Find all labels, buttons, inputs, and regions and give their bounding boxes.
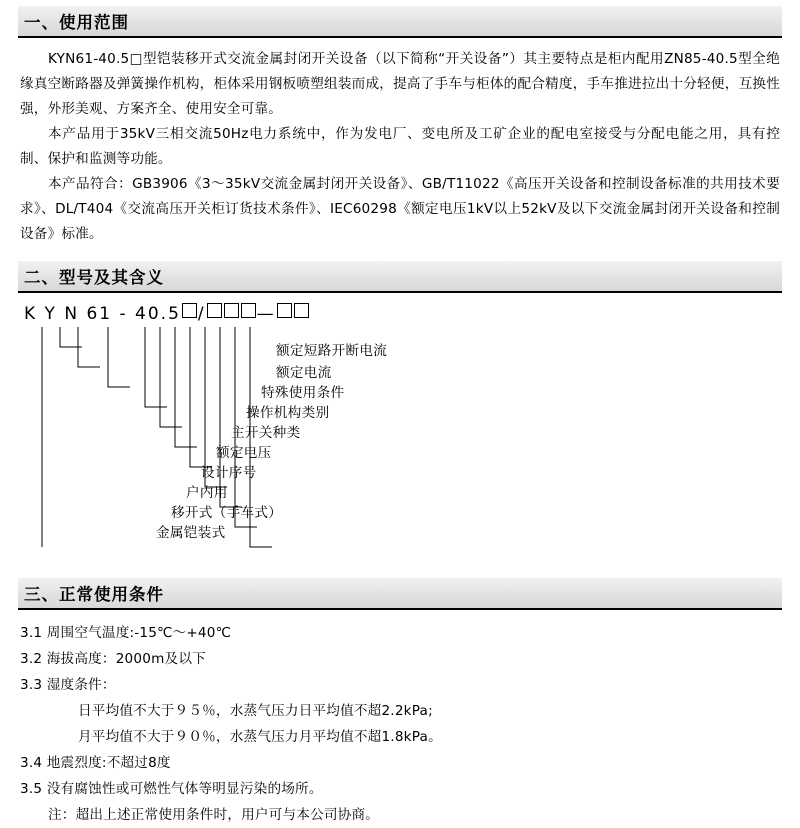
section-heading-conditions-title: 三、正常使用条件	[24, 585, 164, 604]
condition-item-altitude: 3.2 海拔高度：2000m及以下	[20, 651, 206, 667]
condition-item-temperature: 3.1 周围空气温度:-15℃～+40℃	[20, 625, 232, 641]
model-label-operating-mechanism: 操作机构类别	[246, 405, 330, 421]
section-conditions-body	[18, 610, 782, 828]
model-code-diagram	[18, 293, 782, 568]
model-label-special-conditions: 特殊使用条件	[261, 385, 345, 401]
condition-item-humidity: 3.3 湿度条件：	[20, 677, 116, 693]
section-heading-model-title: 二、型号及其含义	[24, 268, 164, 287]
model-code-prefix: K Y N 61 - 40.5	[24, 304, 181, 324]
scope-paragraph-3: 本产品符合：GB3906《3～35kV交流金属封闭开关设备》、GB/T11022《高压开关设备和控制设备标准的共用技术要求》、DL/T404《交流高压开关柜订货技术条件》、IEC60298《额定电压1kV以上52kV及以下交流金属封闭开关设备和控制设备》标准。	[20, 176, 780, 242]
scope-paragraph-1: KYN61-40.5□型铠装移开式交流金属封闭开关设备（以下简称“开关设备”）其主要特点是柜内配用ZN85-40.5型全绝缘真空断路器及弹簧操作机构，柜体采用钢板喷塑组装而成，提高了手车与柜体的配合精度，手车推进拉出十分轻便，互换性强，外形美观、方案齐全、使用安全可靠。	[20, 51, 780, 117]
model-label-main-switch-type: 主开关种类	[231, 425, 301, 441]
condition-item-pollution: 3.5 没有腐蚀性或可燃性气体等明显污染的场所。	[20, 781, 323, 797]
section-heading-conditions	[18, 578, 782, 610]
condition-item-humidity-monthly: 月平均值不大于９０％，水蒸气压力月平均值不超1.8kPa。	[78, 729, 442, 745]
model-code-dash: —	[256, 304, 276, 324]
model-label-group	[18, 293, 798, 558]
condition-item-note: 注：超出上述正常使用条件时，用户可与本公司协商。	[48, 807, 380, 823]
section-scope-body	[18, 38, 782, 247]
model-label-metal-clad: 金属铠装式	[156, 525, 226, 541]
model-code-slash: /	[197, 304, 206, 324]
document-page	[0, 6, 800, 823]
model-label-rated-current: 额定电流	[276, 365, 332, 381]
section-heading-model	[18, 261, 782, 293]
scope-paragraph-2: 本产品用于35kV三相交流50Hz电力系统中，作为发电厂、变电所及工矿企业的配电室接受与分配电能之用，具有控制、保护和监测等功能。	[20, 126, 780, 167]
model-label-rated-voltage: 额定电压	[216, 445, 272, 461]
model-label-withdrawable: 移开式（手车式）	[171, 505, 283, 521]
section-heading-scope	[18, 6, 782, 38]
model-label-indoor-use: 户内用	[186, 485, 228, 501]
section-heading-scope-title: 一、使用范围	[24, 13, 129, 32]
condition-item-seismic: 3.4 地震烈度:不超过8度	[20, 755, 171, 771]
model-label-design-serial: 设计序号	[201, 465, 257, 481]
model-label-rated-breaking-current: 额定短路开断电流	[276, 343, 388, 359]
condition-item-humidity-daily: 日平均值不大于９５％，水蒸气压力日平均值不超2.2kPa;	[78, 703, 433, 719]
